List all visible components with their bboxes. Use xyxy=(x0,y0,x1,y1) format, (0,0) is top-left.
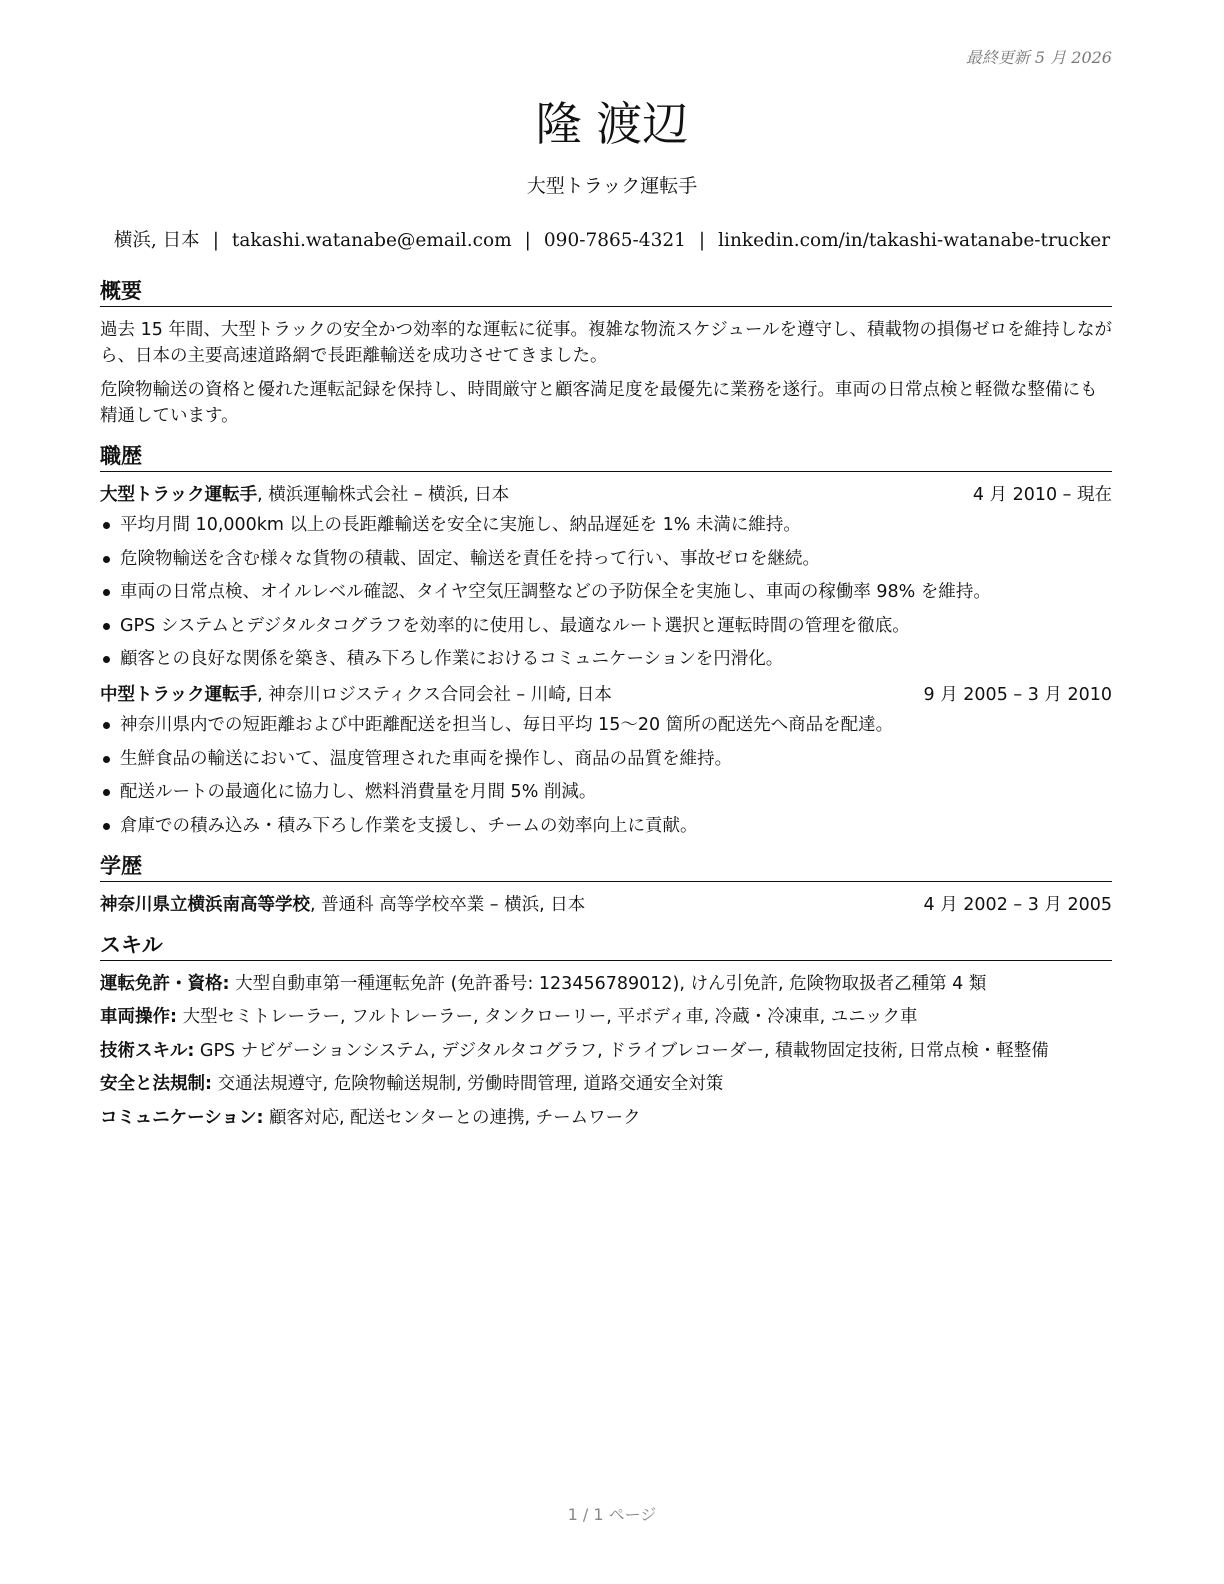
job-role: 中型トラック運転手 xyxy=(100,685,258,705)
skill-value: 交通法規遵守, 危険物輸送規制, 労働時間管理, 道路交通安全対策 xyxy=(212,1074,724,1094)
page-number: 1 / 1 ページ xyxy=(567,1505,657,1524)
contact-phone[interactable]: 090-7865-4321 xyxy=(543,230,686,251)
skill-value: GPS ナビゲーションシステム, デジタルタコグラフ, ドライブレコーダー, 積載物固定技術, 日常点検・軽整備 xyxy=(194,1040,1049,1061)
resume-content xyxy=(100,278,1112,1145)
job-org: , 神奈川ロジスティクス合同会社 – 川崎, 日本 xyxy=(257,685,612,705)
job-role: 大型トラック運転手 xyxy=(100,485,258,505)
job-dates: 4 月 2010 – 現在 xyxy=(972,485,1112,505)
job-bullet: GPS システムとデジタルタコグラフを効率的に使用し、最適なルート選択と運転時間の管理を徹底。 xyxy=(100,613,1112,639)
skill-value: 大型セミトレーラー, フルトレーラー, タンクローリー, 平ボディ車, 冷蔵・冷凍車, ユニック車 xyxy=(177,1007,918,1027)
skill-item xyxy=(100,1004,1112,1030)
contact-location: 横浜, 日本 xyxy=(113,230,200,251)
summary-section xyxy=(100,278,1112,429)
contact-separator: | xyxy=(212,230,219,251)
skill-label: 運転免許・資格: xyxy=(100,973,230,994)
job-bullets xyxy=(100,712,1112,839)
skill-label: 車両操作: xyxy=(100,1007,177,1027)
skill-value: 大型自動車第一種運転免許 (免許番号: 123456789012), けん引免許, 危険物取扱者乙種第 4 類 xyxy=(229,973,987,994)
contact-separator: | xyxy=(524,230,531,251)
section-heading-education: 学歴 xyxy=(100,853,1112,882)
candidate-title: 大型トラック運転手 xyxy=(526,175,698,197)
skill-label: 技術スキル: xyxy=(100,1040,195,1061)
skill-item xyxy=(100,971,1112,997)
job-bullet: 顧客との良好な関係を築き、積み下ろし作業におけるコミュニケーションを円滑化。 xyxy=(100,646,1112,672)
job-header xyxy=(100,482,1112,508)
contact-email[interactable]: takashi.watanabe@email.com xyxy=(231,230,512,251)
skill-label: コミュニケーション: xyxy=(100,1107,264,1128)
job-bullets xyxy=(100,512,1112,672)
last-updated: 最終更新 5 月 2026 xyxy=(965,48,1112,67)
job-bullet: 危険物輸送を含む様々な貨物の積載、固定、輸送を責任を持って行い、事故ゼロを継続。 xyxy=(100,546,1112,572)
candidate-name: 隆 渡辺 xyxy=(535,97,689,151)
job-bullet: 生鮮食品の輸送において、温度管理された車両を操作し、商品の品質を維持。 xyxy=(100,746,1112,772)
education-dates: 4 月 2002 – 3 月 2005 xyxy=(923,894,1112,915)
skill-item xyxy=(100,1038,1112,1064)
contact-linkedin[interactable]: linkedin.com/in/takashi-watanabe-trucker xyxy=(718,230,1111,251)
summary-paragraph: 危険物輸送の資格と優れた運転記録を保持し、時間厳守と顧客満足度を最優先に業務を遂行。車両の日常点検と軽微な整備にも精通しています。 xyxy=(100,380,1098,426)
job-header xyxy=(100,682,1112,708)
job-bullet: 倉庫での積み込み・積み下ろし作業を支援し、チームの効率向上に貢献。 xyxy=(100,813,1112,839)
contact-line xyxy=(0,226,1224,252)
section-heading-skills: スキル xyxy=(100,932,1112,961)
skill-value: 顧客対応, 配送センターとの連携, チームワーク xyxy=(263,1107,641,1128)
job-org: , 横浜運輸株式会社 – 横浜, 日本 xyxy=(257,485,510,505)
contact-separator: | xyxy=(698,230,706,251)
job-bullet: 平均月間 10,000km 以上の長距離輸送を安全に実施し、納品遅延を 1% 未満に維持。 xyxy=(100,512,1112,538)
section-heading-summary: 概要 xyxy=(100,278,1112,307)
education-section xyxy=(100,853,1112,918)
job-bullet: 車両の日常点検、オイルレベル確認、タイヤ空気圧調整などの予防保全を実施し、車両の稼働率 98% を維持。 xyxy=(100,579,1112,605)
job-entry xyxy=(100,682,1112,839)
education-entry xyxy=(100,892,1112,918)
skill-item xyxy=(100,1071,1112,1097)
skills-section xyxy=(100,932,1112,1131)
experience-section xyxy=(100,443,1112,839)
section-heading-experience: 職歴 xyxy=(100,443,1112,472)
skill-label: 安全と法規制: xyxy=(100,1074,212,1094)
school-detail: , 普通科 高等学校卒業 – 横浜, 日本 xyxy=(310,894,586,915)
job-bullet: 神奈川県内での短距離および中距離配送を担当し、毎日平均 15〜20 箇所の配送先へ商品を配達。 xyxy=(100,712,1112,738)
job-bullet: 配送ルートの最適化に協力し、燃料消費量を月間 5% 削減。 xyxy=(100,779,1112,805)
skill-item xyxy=(100,1105,1112,1131)
job-entry xyxy=(100,482,1112,672)
school-name: 神奈川県立横浜南高等学校 xyxy=(100,894,310,915)
job-dates: 9 月 2005 – 3 月 2010 xyxy=(923,685,1112,705)
summary-paragraph: 過去 15 年間、大型トラックの安全かつ効率的な運転に従事。複雑な物流スケジュールを遵守し、積載物の損傷ゼロを維持しながら、日本の主要高速道路網で長距離輸送を成功させてきました。 xyxy=(100,320,1112,366)
